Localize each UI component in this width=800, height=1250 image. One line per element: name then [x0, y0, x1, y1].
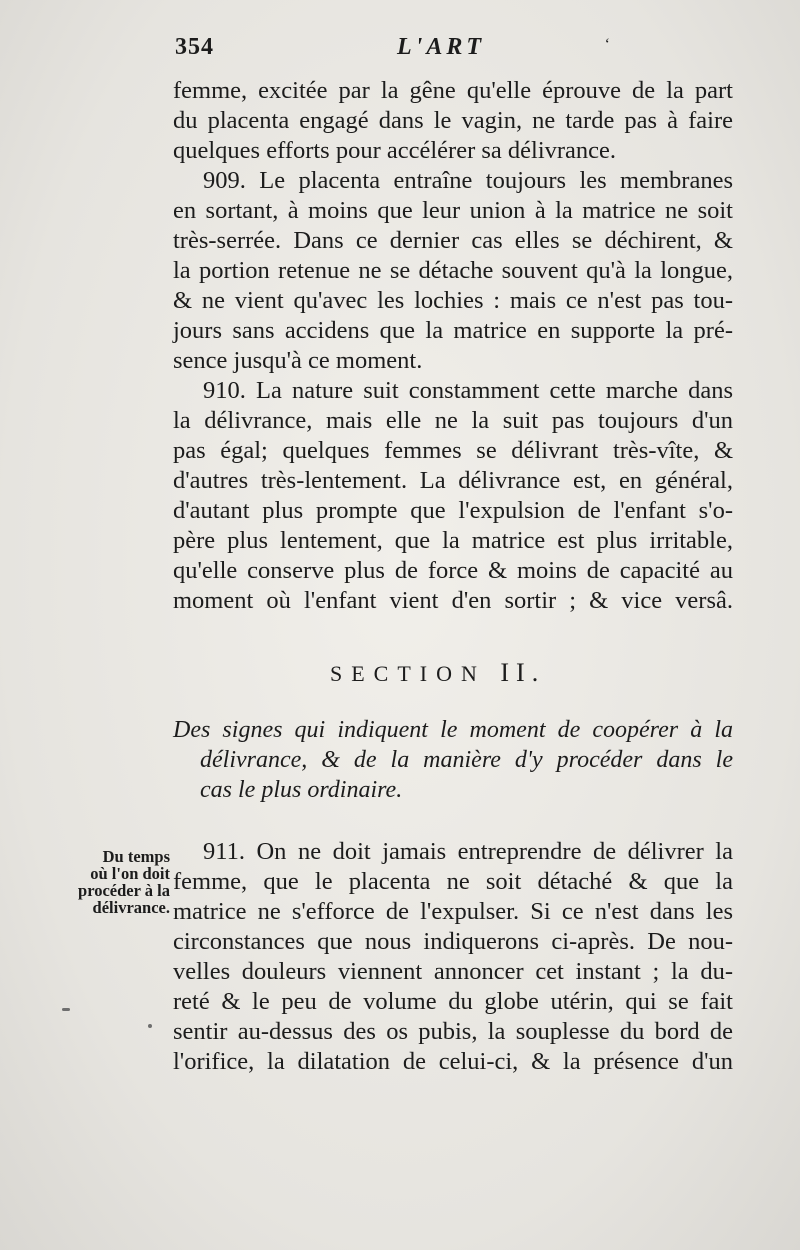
text-line: femme, que le placenta ne soit détaché & que la: [173, 868, 733, 895]
text-line: femme, excitée par la gêne qu'elle éprouve de la part: [173, 77, 733, 104]
margin-note-line: où l'on doit: [90, 864, 170, 883]
margin-note-line: délivrance.: [92, 898, 170, 917]
page-header: [175, 34, 610, 64]
text-line: en sortant, à moins que leur union à la matrice ne soit: [173, 197, 733, 224]
text-line: reté & le peu de volume du globe utérin, qui se fait: [173, 988, 733, 1015]
subtitle-line: Des signes qui indiquent le moment de coopérer à la: [173, 717, 733, 743]
text-line: moment où l'enfant vient d'en sortir ; & vice versâ.: [173, 587, 733, 614]
section-heading: [330, 658, 590, 688]
subtitle-line: cas le plus ordinaire.: [200, 777, 403, 803]
text-line: 911. On ne doit jamais entreprendre de délivrer la: [203, 838, 733, 865]
text-line: sentir au-dessus des os pubis, la souplesse du bord de: [173, 1018, 733, 1045]
text-line: 909. Le placenta entraîne toujours les membranes: [203, 167, 733, 194]
text-line: qu'elle conserve plus de force & moins de capacité au: [173, 557, 733, 584]
text-line: circonstances que nous indiquerons ci-après. De nou-: [173, 928, 733, 955]
paper-speck: [62, 1008, 70, 1011]
text-line: l'orifice, la dilatation de celui-ci, & la présence d'un: [173, 1048, 733, 1075]
page-number: 354: [175, 34, 214, 60]
paper-speck: [148, 1024, 152, 1028]
text-line: du placenta engagé dans le vagin, ne tarde pas à faire: [173, 107, 733, 134]
text-line: la délivrance, mais elle ne la suit pas toujours d'un: [173, 407, 733, 434]
text-line: d'autant plus prompte que l'expulsion de l'enfant s'o-: [173, 497, 733, 524]
text-line: velles douleurs viennent annoncer cet instant ; la du-: [173, 958, 733, 985]
text-line: la portion retenue ne se détache souvent qu'à la longue,: [173, 257, 733, 284]
text-line: père plus lentement, que la matrice est plus irritable,: [173, 527, 733, 554]
text-line: 910. La nature suit constamment cette marche dans: [203, 377, 733, 404]
text-line: d'autres très-lentement. La délivrance est, en général,: [173, 467, 733, 494]
text-line: jours sans accidens que la matrice en supporte la pré-: [173, 317, 733, 344]
text-line: pas égal; quelques femmes se délivrant très-vîte, &: [173, 437, 733, 464]
text-line: matrice ne s'efforce de l'expulser. Si ce n'est dans les: [173, 898, 733, 925]
header-mark: ‘: [604, 36, 610, 53]
text-line: sence jusqu'à ce moment.: [173, 347, 423, 374]
margin-note-line: Du temps: [102, 847, 170, 866]
text-line: & ne vient qu'avec les lochies : mais ce n'est pas tou-: [173, 287, 733, 314]
section-label: SECTION: [330, 661, 486, 686]
margin-note-line: procéder à la: [78, 881, 170, 900]
running-title: L'ART: [397, 34, 486, 60]
section-number: II.: [500, 658, 546, 687]
text-line: quelques efforts pour accélérer sa délivrance.: [173, 137, 617, 164]
subtitle-line: délivrance, & de la manière d'y procéder dans le: [200, 747, 733, 773]
margin-note: [60, 848, 170, 916]
text-line: très-serrée. Dans ce dernier cas elles se déchirent, &: [173, 227, 733, 254]
